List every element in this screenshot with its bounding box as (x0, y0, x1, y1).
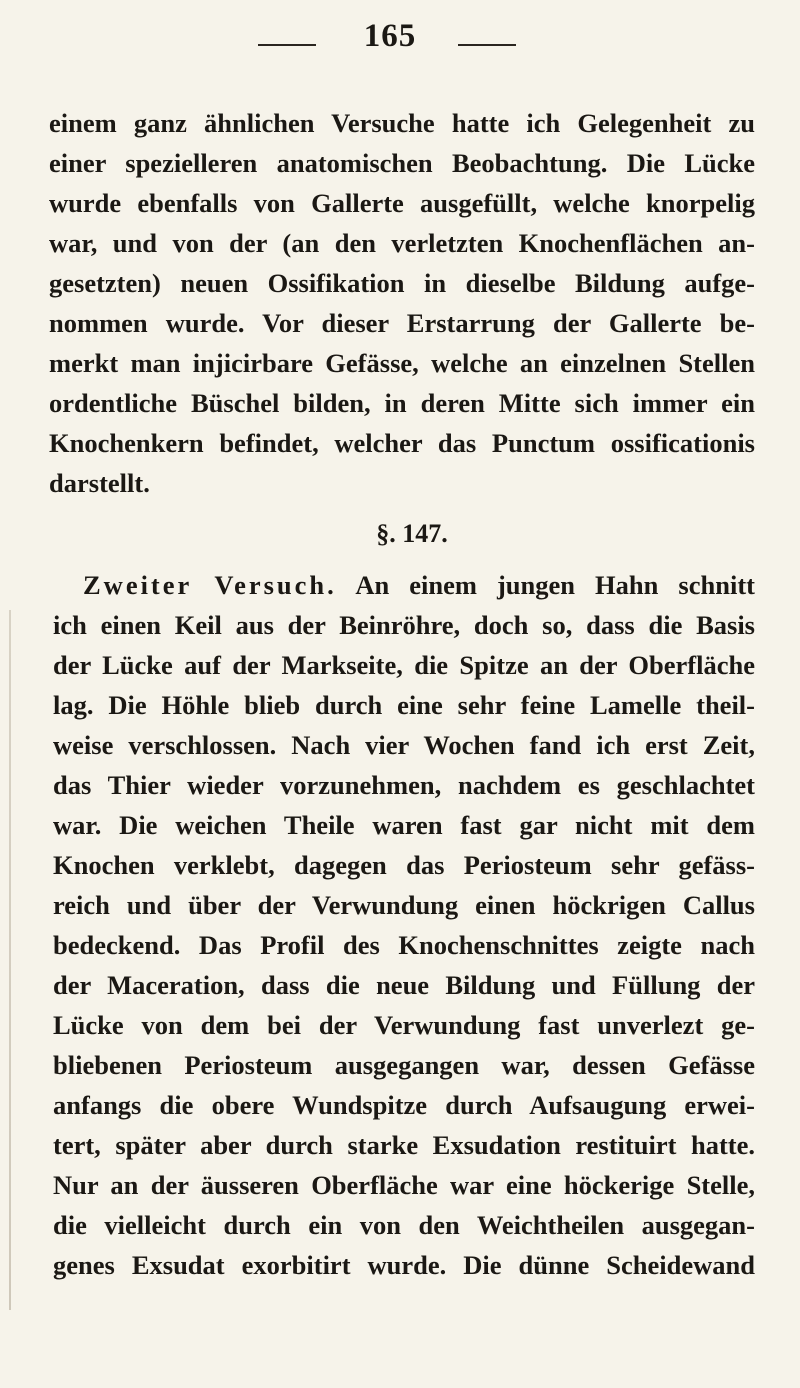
page-number: 165 (363, 18, 417, 54)
text-line: die vielleicht durch ein von den Weichtheilen ausgegan- (53, 1210, 755, 1240)
text-line: bliebenen Periosteum ausgegangen war, dessen Gefässe (53, 1050, 755, 1080)
text-line: reich und über der Verwundung einen höckrigen Callus (53, 890, 755, 920)
text-line-first (53, 565, 755, 605)
text-line: einem ganz ähnlichen Versuche hatte ich Gelegenheit zu (49, 108, 755, 138)
header-rule-right (458, 44, 516, 46)
text-line: der Lücke auf der Markseite, die Spitze an der Oberfläche (53, 650, 755, 680)
section-heading: §. 147. (376, 519, 448, 548)
text-line: einer spezielleren anatomischen Beobachtung. Die Lücke (49, 148, 755, 178)
text-line: der Maceration, dass die neue Bildung und Füllung der (53, 970, 755, 1000)
text-line: Nur an der äusseren Oberfläche war eine höckerige Stelle, (53, 1170, 755, 1200)
lead-word: Zweiter Versuch. (83, 570, 337, 600)
text-line: Knochenkern befindet, welcher das Punctum ossificationis (49, 428, 755, 458)
body-text (49, 103, 755, 1285)
text-line: bedeckend. Das Profil des Knochenschnittes zeigte nach (53, 930, 755, 960)
text-line: Knochen verklebt, dagegen das Periosteum sehr gefäss- (53, 850, 755, 880)
text-line: anfangs die obere Wundspitze durch Aufsaugung erwei- (53, 1090, 755, 1120)
text-line: wurde ebenfalls von Gallerte ausgefüllt, welche knorpelig (49, 188, 755, 218)
page-header (0, 6, 800, 54)
text-line: weise verschlossen. Nach vier Wochen fand ich erst Zeit, (53, 730, 755, 760)
text-line: war. Die weichen Theile waren fast gar nicht mit dem (53, 810, 755, 840)
header-rule-left (258, 44, 316, 46)
text-line: nommen wurde. Vor dieser Erstarrung der Gallerte be- (49, 308, 755, 338)
text-line: Lücke von dem bei der Verwundung fast unverlezt ge- (53, 1010, 755, 1040)
paragraph-1 (49, 103, 755, 503)
text-line: war, und von der (an den verletzten Knochenflächen an- (49, 228, 755, 258)
text-line: tert, später aber durch starke Exsudation restituirt hatte. (53, 1130, 755, 1160)
text-line: gesetzten) neuen Ossifikation in dieselbe Bildung aufge- (49, 268, 755, 298)
page-gutter-shadow (9, 610, 11, 1310)
text-line: das Thier wieder vorzunehmen, nachdem es geschlachtet (53, 770, 755, 800)
paragraph-2 (49, 565, 755, 1285)
text-line: ich einen Keil aus der Beinröhre, doch so, dass die Basis (53, 610, 755, 640)
first-line-rest: An einem jungen Hahn schnitt (336, 570, 755, 600)
text-line: ordentliche Büschel bilden, in deren Mitte sich immer ein (49, 388, 755, 418)
text-line: merkt man injicirbare Gefässe, welche an einzelnen Stellen (49, 348, 755, 378)
text-line: lag. Die Höhle blieb durch eine sehr feine Lamelle theil- (53, 690, 755, 720)
text-line: darstellt. (49, 468, 150, 498)
text-line: genes Exsudat exorbitirt wurde. Die dünne Scheidewand (53, 1250, 755, 1280)
